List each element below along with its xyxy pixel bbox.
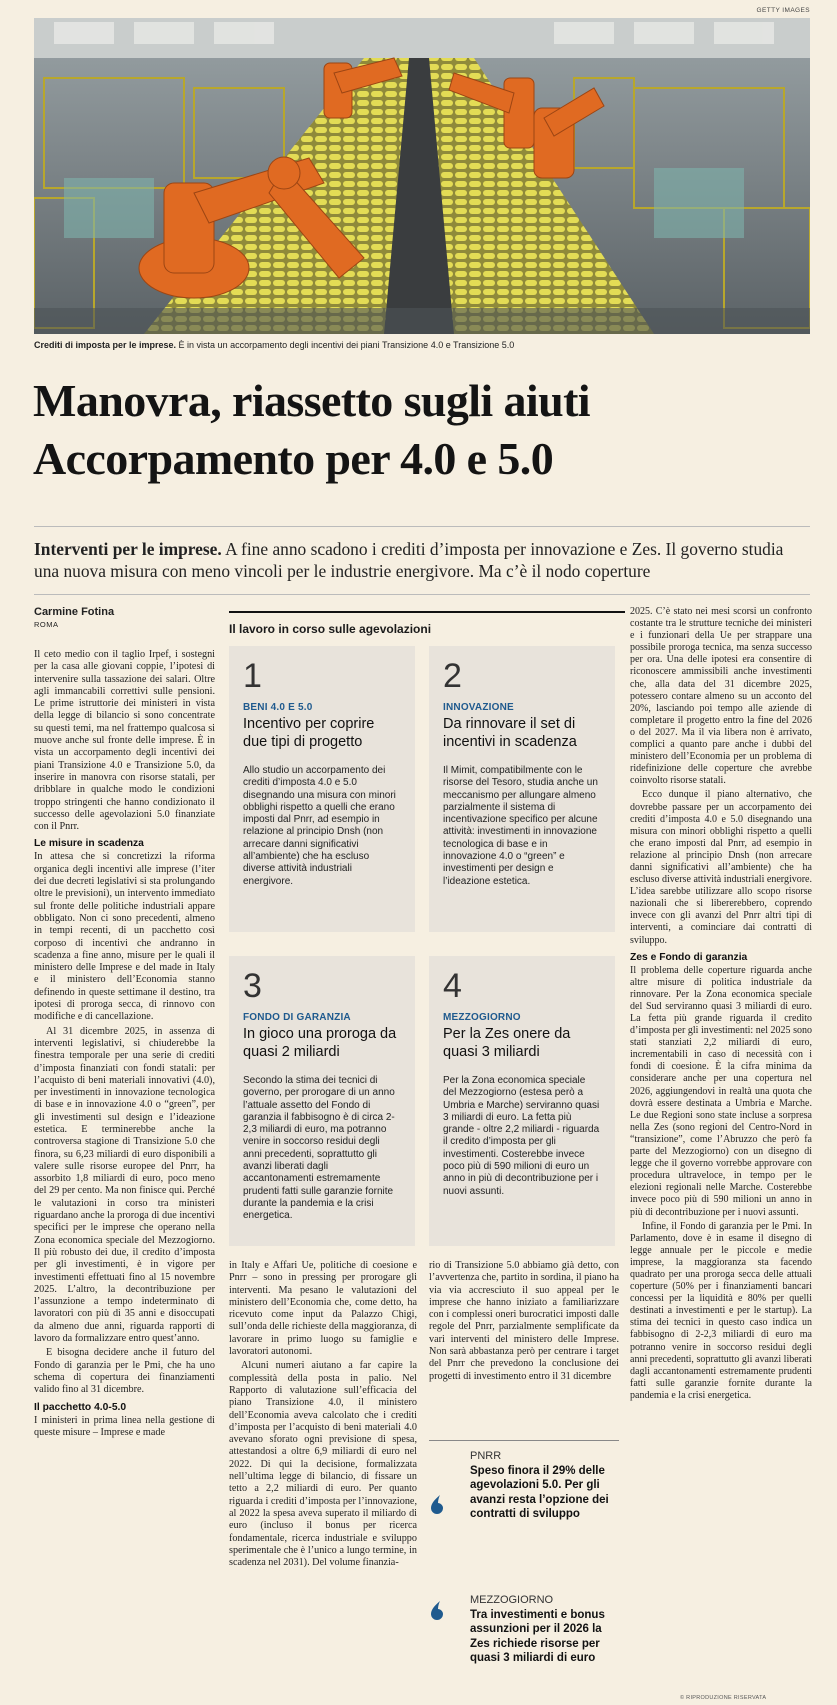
card-text: Allo studio un accorpamento dei crediti d’imposta 4.0 e 5.0 disegnando una misura con minori obblighi rispetto a quelli che erano imposti dal Pnrr, ad esempio in relazione al principio Dnsh (non arrecare danni significativi all’ambiente) che ha escluso diverse attività industriali energivore. — [243, 765, 396, 887]
paragraph: 2025. C’è stato nei mesi scorsi un confronto costante tra le strutture tecniche dei ministeri e i funzionari della Ue per strappare una possibile proroga tecnica, ma senza successo per ora. Una delle ipotesi era consentire di riconoscere ammissibili anche investimenti che, alla data del 31 dicembre 2025, potessero contare almeno su un acconto del 20%, lasciando poi tempo alle aziende di completare il progetto entro la fine del 2026 o del 2027. Ma il via libera non è arrivato, complici a quanto pare anche i dubbi del ministero dell’Economia per un problema di ridefinizione delle coperture che avrebbe coinvolto risorse statali. — [630, 606, 812, 787]
article-column-1 — [34, 606, 215, 1441]
infobox-card-2 — [429, 646, 615, 932]
headline — [33, 372, 809, 488]
paragraph: In attesa che si concretizzi la riforma organica degli incentivi alle imprese (l’iter dei due decreti legislativi si sta prolungando oltre le previsioni), un intervento immediato sul fronte delle politiche industriali appare obbligato. Non ci sono precedenti, almeno in tempi recenti, di un pacchetto così corposo di incentivi che andranno in scadenza a fine anno, misure per le quali il ministero delle Imprese e del made in Italy e il ministero dell’Economia stanno definendo in queste settimane il destino, tra ipotesi di proroga secca, di rinnovo con modifiche e di cancellazione. — [34, 851, 215, 1023]
card-tag: BENI 4.0 E 5.0 — [243, 702, 313, 713]
paragraph: in Italy e Affari Ue, politiche di coesione e Pnrr – sono in pressing per prorogare gli interventi. Ma pesano le valutazioni del ministero dell’Economia che, come detto, ha ricevuto come input da Palazzo Chigi, sull’onda delle richieste della maggioranza, di lavorare in primo luogo su famiglie e lavoratori autonomi. — [229, 1260, 417, 1358]
paragraph: rio di Transizione 5.0 abbiamo già detto, con l’avvertenza che, partito in sordina, il piano ha via via accresciuto il suo appeal per le imprese che hanno iniziato a familiarizzare con i complessi oneri burocratici imposti dalle regole del Pnrr, parzialmente semplificate da vari interventi del ministero delle Imprese. Non sarà abbastanza però per centrare i target del Pnrr che prevedono la conclusione dei progetti di investimento entro il 31 dicembre — [429, 1260, 619, 1382]
infobox-card-4 — [429, 956, 615, 1246]
dateline: ROMA — [34, 620, 59, 629]
paragraph: I ministeri in prima linea nella gestione di queste misure – Imprese e made — [34, 1414, 215, 1438]
subheading: Le misure in scadenza — [34, 838, 144, 850]
caption-text: È in vista un accorpamento degli incentivi dei piani Transizione 4.0 e Transizione 5.0 — [176, 340, 515, 350]
card-title: In gioco una proroga da quasi 2 miliardi — [243, 1026, 397, 1060]
card-text: Secondo la stima dei tecnici di governo, per prorogare di un anno l’attuale assetto del Fondo di garanzia il fabbisogno è di circa 2-2,3 miliardi di euro, ma potranno venire in soccorso residui degli anni precedenti, soprattutto gli avanzi liberati dagli accantonamenti estremamente prudenti fatti sulle garanzie fornite durante la pandemia e la crisi energetica. — [243, 1075, 395, 1222]
card-title: Incentivo per coprire due tipi di progetto — [243, 716, 375, 750]
quote-kicker: MEZZOGIORNO — [470, 1594, 554, 1606]
photo-caption — [34, 340, 810, 350]
deck-lead: Interventi per le imprese. — [34, 539, 222, 559]
deck-text: A fine anno scadono i crediti d’imposta per innovazione e Zes. Il governo studia una nuova misura con meno vincoli per le industrie energivore. Ma c’è il nodo coperture — [34, 539, 784, 581]
infobox-title: Il lavoro in corso sulle agevolazioni — [229, 611, 625, 636]
pull-quote-1 — [430, 1450, 620, 1521]
infobox-card-1 — [229, 646, 415, 932]
paragraph: Al 31 dicembre 2025, in assenza di interventi legislativi, si chiuderebbe la finestra temporale per una serie di crediti d’imposta finanziati con fondi statali: per l’acquisto di beni materiali innovativi (4.0), per investimenti in innovazione tecnologica di base e in innovazione 4.0 o “green”, per gli investimenti sul design e l’ideazione estetica. E terminerebbe anche la controversa stagione di Transizione 5.0 che finora, su 6,23 miliardi di euro disponibili a valere sulle risorse europee del Pnrr, ha assorbito 1,8 miliardi di euro, poco meno del 29 per cento. Ma non finisce qui. Perché le valutazioni in corso tra ministeri riguardano anche la proroga di due incentivi specifici per le imprese che operano nella Zona economica speciale del Mezzogiorno. Il più robusto dei due, il credito d’imposta per gli investimenti, è in vigore per investimenti effettuati fino al 15 novembre 2025. L’altro, la decontribuzione per l’assunzione a tempo indeterminato di lavoratori con più di 35 anni e disoccupati da almeno due anni, riguarda rapporti di lavoro da formalizzare entro quest’anno. — [34, 1025, 215, 1345]
card-title: Per la Zes onere da quasi 3 miliardi — [443, 1026, 571, 1060]
paragraph: Alcuni numeri aiutano a far capire la complessità della posta in palio. Nel Rapporto di valutazione sull’efficacia del piano Transizione 4.0, il ministero dell’Economia aveva calcolato che i crediti d’imposta per l’acquisto di beni materiali 4.0 avevano sforato ogni previsione di spesa, attestandosi a oltre 6,9 miliardi di euro nel 2022. Di qui la decisione, formalizzata nell’ultima legge di bilancio, di fissare un tetto a 2,2 miliardi di euro. Per quanto riguarda i crediti d’imposta per l’innovazione, al 2022 la spesa aveva superato il miliardo di euro (incluso il bonus per ricerca fondamentale, ricerca industriale e sviluppo sperimentale che è l’unico a lungo termine, in scadenza nel 2031). Del volume finanzia- — [229, 1360, 417, 1569]
deck — [34, 538, 810, 582]
card-number: 4 — [443, 967, 462, 1005]
headline-line-1: Manovra, riassetto sugli aiuti — [33, 375, 590, 426]
article-column-3 — [429, 1260, 619, 1385]
card-tag: FONDO DI GARANZIA — [243, 1012, 351, 1023]
deck-rule — [34, 594, 810, 595]
factory-robots-photo — [34, 18, 810, 334]
byline: Carmine Fotina — [34, 606, 115, 618]
paragraph: Il ceto medio con il taglio Irpef, i sostegni per la casa alle giovani coppie, l’ipotesi di intervenire sulla tassazione dei salari. Oltre agli immancabili correttivi sulle pensioni. Le prime istruttorie dei ministeri in vista della legge di bilancio si sono concentrate su questi temi, ma nel frattempo qualcosa si muove anche sul fronte delle imprese. È in vista un accorpamento degli incentivi dei piani Transizione 4.0 e Transizione 5.0, da inserire in manovra con risorse statali, per dribblare in qualche modo le condizioni troppo stringenti che hanno condizionato il successo delle agevolazioni 5.0 finanziate con il Pnrr. — [34, 649, 215, 833]
card-number: 3 — [243, 967, 262, 1005]
pull-quote-2 — [430, 1594, 620, 1665]
quote-text: Speso finora il 29% delle agevolazioni 5.0. Per gli avanzi resta l’opzione dei contratti di sviluppo — [470, 1465, 609, 1520]
article-column-4 — [630, 606, 812, 1404]
card-number: 2 — [443, 657, 462, 695]
subheading: Zes e Fondo di garanzia — [630, 951, 748, 963]
card-number: 1 — [243, 657, 262, 695]
paragraph: Infine, il Fondo di garanzia per le Pmi. In Parlamento, dove è in esame il disegno di legge annuale per le piccole e medie imprese, la maggioranza sta facendo quadrato per una proroga secca delle attuali coperture (50% per i finanziamenti bancari concessi per la liquidità e 80% per quelli destinati a investimenti e per le startup). La stima dei tecnici in questo caso indica un fabbisogno di 2-2,3 miliardi di euro ma potranno venire in soccorso residui degli anni precedenti, soprattutto gli avanzi liberati dagli accantonamenti estremamente prudenti fatti sulle garanzie fornite durante la pandemia e la crisi energetica. — [630, 1220, 812, 1401]
paragraph: Il problema delle coperture riguarda anche altre misure di politica industriale da rinnovare. Per la Zona economica speciale del Sud serviranno quasi 3 miliardi di euro. La fetta più grande riguarda il credito d’imposta per gli investimenti: nel 2025 sono stati stanziati 2,2 miliardi di euro, incrementabili in caso di necessità con i fondi di coesione. È la cifra minima da considerare anche per una copertura nel 2026, aggiungendovi in realtà una quota che dovrà essere destinata a Umbria e Marche. Le due Regioni sono state incluse a sorpresa nella Zes (sono regioni del Centro-Nord in “transizione”, come l’Abruzzo che però fa parte del Mezzogiorno) con un disegno di legge che il governo vorrebbe approvare con procedura ultraveloce, in tempo per le elezioni regionali nelle Marche. Costerebbe invece poco più di 590 milioni un anno in più di decontribuzione per i nuovi assunti. — [630, 964, 812, 1218]
headline-line-2: Accorpamento per 4.0 e 5.0 — [33, 433, 554, 484]
headline-rule — [34, 526, 810, 527]
subheading: Il pacchetto 4.0-5.0 — [34, 1401, 127, 1413]
caption-lead: Crediti di imposta per le imprese. — [34, 340, 177, 350]
card-text: Il Mimit, compatibilmente con le risorse del Tesoro, studia anche un meccanismo per allungare almeno parzialmente il sistema di incentivazione specifico per alcune attività: investimenti in innovazione tecnologica di base e in innovazione 4.0 o “green” e investimenti per design e l’ideazione estetica. — [443, 765, 598, 887]
quote-kicker: PNRR — [470, 1450, 502, 1462]
card-title: Da rinnovare il set di incentivi in scadenza — [443, 716, 577, 750]
photo-credit: GETTY IMAGES — [756, 7, 810, 14]
infobox-card-3 — [229, 956, 415, 1246]
copyright-footer: © RIPRODUZIONE RISERVATA — [680, 1695, 767, 1701]
card-text: Per la Zona economica speciale del Mezzogiorno (estesa però a Umbria e Marche) serviranno quasi 3 miliardi di euro. La fetta più grande - oltre 2,2 miliardi - riguarda il credito d’imposta per gli investimenti. Costerebbe invece poco più di 590 milioni di euro un anno in più di decontribuzione per i nuovi assunti. — [443, 1075, 600, 1197]
paragraph: Ecco dunque il piano alternativo, che dovrebbe passare per un accorpamento dei crediti d’imposta 4.0 e 5.0 disegnando una misura con minori obblighi rispetto a quelli che erano imposti dal Pnrr, ad esempio in relazione al principio Dnsh (non arrecare danni significativi all’ambiente) che ha escluso diverse attività industriali energivore. L’idea sarebbe utilizzare allo scopo risorse nazionali che si libererebbero, coprendo invece con gli avanzi del Pnrr altri tipi di interventi, a cominciare dai contratti di sviluppo. — [630, 789, 812, 946]
paragraph: E bisogna decidere anche il futuro del Fondo di garanzia per le Pmi, che ha uno schema di copertura dei finanziamenti valido fino al 31 dicembre. — [34, 1347, 215, 1396]
card-tag: MEZZOGIORNO — [443, 1012, 521, 1023]
quote-text: Tra investimenti e bonus assunzioni per il 2026 la Zes richiede risorse per quasi 3 miliardi di euro — [470, 1609, 605, 1664]
article-column-2 — [229, 1260, 417, 1571]
card-tag: INNOVAZIONE — [443, 702, 514, 713]
quote-rule — [429, 1440, 619, 1441]
